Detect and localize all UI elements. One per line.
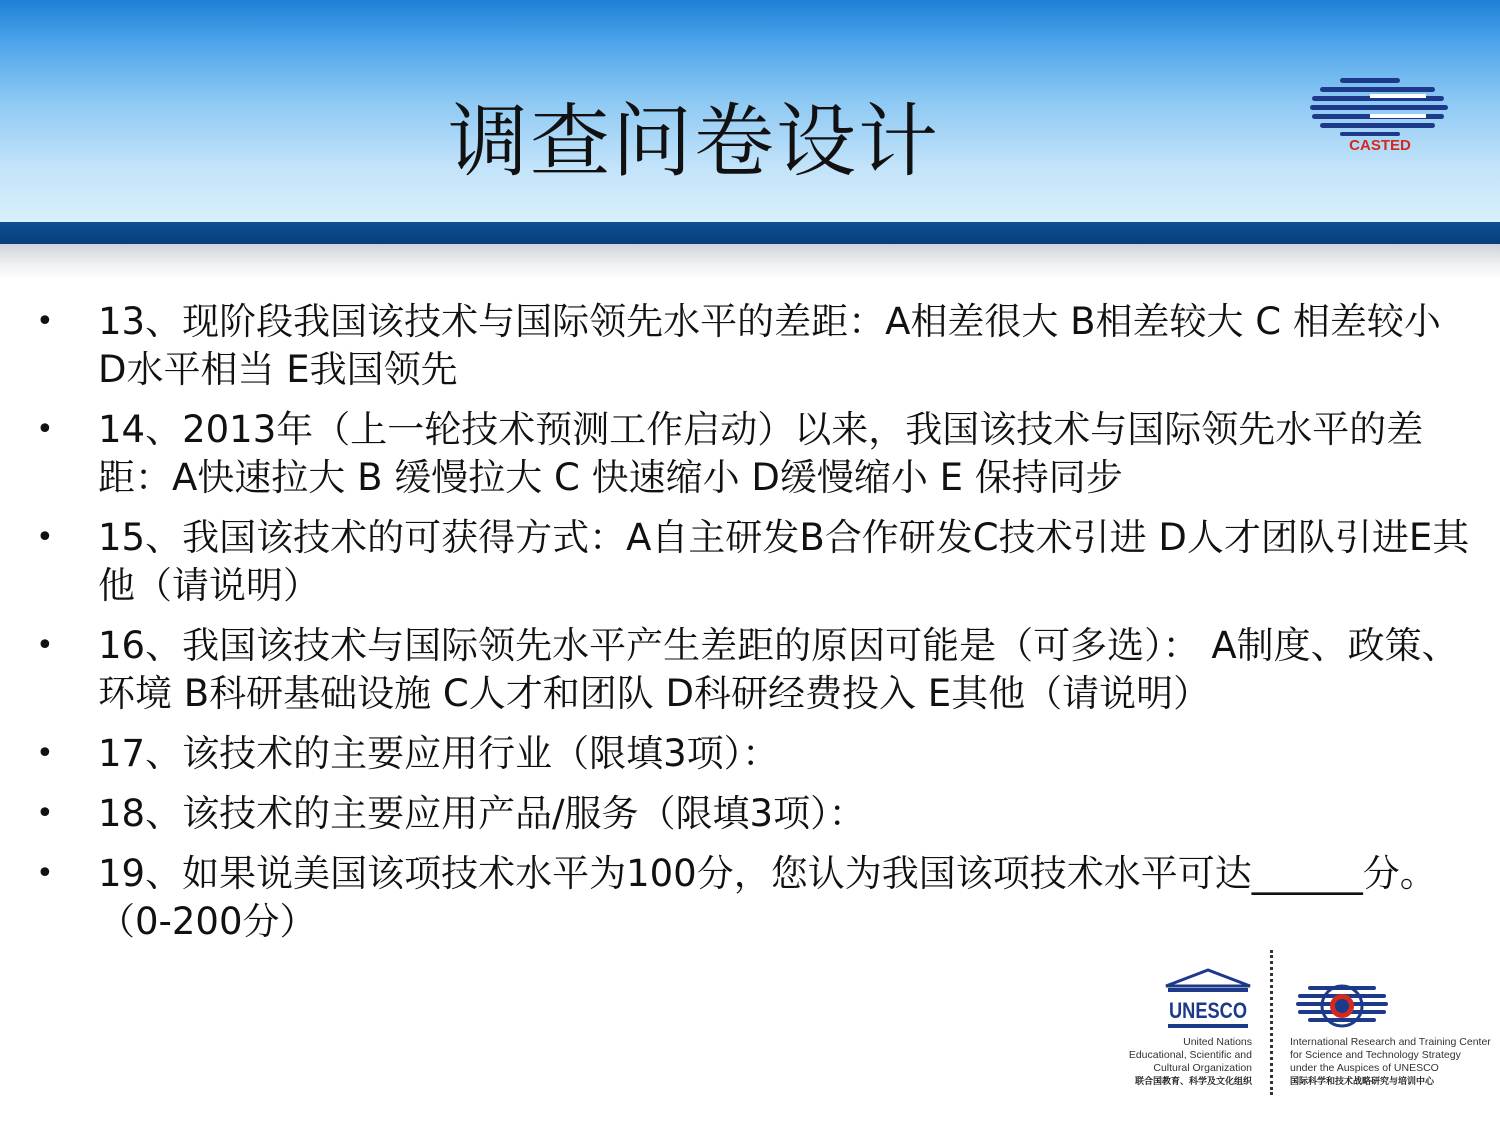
question-13-text: 13、现阶段我国该技术与国际领先水平的差距：A相差很大 B相差较大 C 相差较小 D水平相当 E我国领先 bbox=[98, 300, 1441, 391]
header-shadow bbox=[0, 244, 1500, 280]
header-band bbox=[0, 222, 1500, 244]
list-item bbox=[36, 730, 1476, 778]
slide-title: 调查问卷设计 bbox=[448, 95, 940, 188]
unesco-logo-text: UNESCO bbox=[1169, 998, 1247, 1023]
bullet-marker: • bbox=[36, 736, 54, 771]
irtc-globe-logo bbox=[1294, 980, 1390, 1032]
question-list bbox=[36, 298, 1476, 958]
list-item bbox=[36, 850, 1476, 946]
casted-logo bbox=[1308, 76, 1453, 156]
unesco-caption: United Nations Educational, Scientific and Cultural Organization 联合国教育、科学及文化组织 bbox=[1128, 1036, 1252, 1086]
bullet-marker: • bbox=[36, 520, 54, 555]
unesco-logo bbox=[1162, 968, 1254, 1036]
list-item bbox=[36, 622, 1476, 718]
list-item bbox=[36, 790, 1476, 838]
footer-logos bbox=[1120, 950, 1500, 1100]
bullet-marker: • bbox=[36, 412, 54, 447]
question-15-text: 15、我国该技术的可获得方式：A自主研发B合作研发C技术引进 D人才团队引进E其他（请说明） bbox=[98, 516, 1470, 607]
question-16-text: 16、我国该技术与国际领先水平产生差距的原因可能是（可多选）： A制度、政策、环境 B科研基础设施 C人才和团队 D科研经费投入 E其他（请说明） bbox=[98, 624, 1459, 715]
question-17-text: 17、该技术的主要应用行业（限填3项）： bbox=[98, 732, 780, 775]
list-item bbox=[36, 406, 1476, 502]
irtc-caption: International Research and Training Center for Science and Technology Strategy under the Auspices of UNESCO 国际科学和技术战略研究与培训中心 bbox=[1290, 1036, 1491, 1086]
bullet-marker: • bbox=[36, 856, 54, 891]
list-item bbox=[36, 298, 1476, 394]
question-19-text: 19、如果说美国该项技术水平为100分，您认为我国该项技术水平可达______分。（0-200分） bbox=[98, 852, 1437, 943]
logo-divider bbox=[1270, 950, 1273, 1095]
bullet-marker: • bbox=[36, 304, 54, 339]
list-item bbox=[36, 514, 1476, 610]
question-14-text: 14、2013年（上一轮技术预测工作启动）以来，我国该技术与国际领先水平的差距：A快速拉大 B 缓慢拉大 C 快速缩小 D缓慢缩小 E 保持同步 bbox=[98, 408, 1424, 499]
casted-logo-text: CASTED bbox=[1349, 137, 1411, 154]
bullet-marker: • bbox=[36, 628, 54, 663]
bullet-marker: • bbox=[36, 796, 54, 831]
question-18-text: 18、该技术的主要应用产品/服务（限填3项）： bbox=[98, 792, 866, 835]
